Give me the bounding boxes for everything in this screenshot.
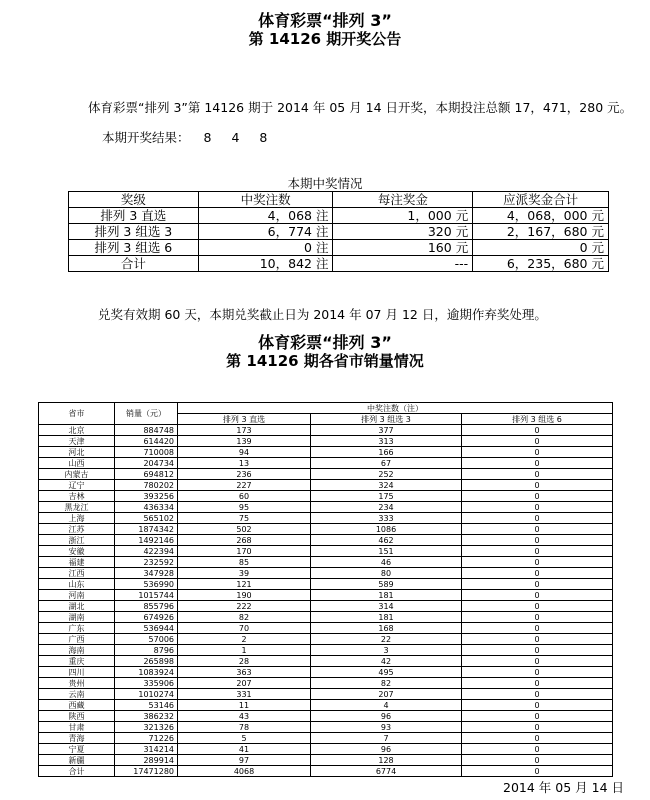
group6-count-cell: 0 [462, 722, 613, 733]
prize-table-caption: 本期中奖情况 [287, 176, 363, 191]
province-cell: 广东 [39, 623, 115, 634]
sales-row [39, 524, 613, 535]
group6-count-cell: 0 [462, 612, 613, 623]
group3-count-cell: 82 [311, 678, 462, 689]
sales-row [39, 711, 613, 722]
sales-row [39, 557, 613, 568]
sales-cell: 314214 [115, 744, 178, 755]
header-prize-level: 奖级 [69, 192, 199, 208]
group3-count-cell: 22 [311, 634, 462, 645]
sales-row [39, 546, 613, 557]
direct-count-cell: 43 [178, 711, 311, 722]
winning-count: 10，842 注 [198, 256, 333, 272]
sales-row [39, 436, 613, 447]
group6-count-cell: 0 [462, 667, 613, 678]
direct-count-cell: 502 [178, 524, 311, 535]
sales-row [39, 568, 613, 579]
group6-count-cell: 0 [462, 447, 613, 458]
sales-cell: 335906 [115, 678, 178, 689]
prize-level: 排列 3 直选 [69, 208, 199, 224]
group3-count-cell: 462 [311, 535, 462, 546]
province-cell: 合计 [39, 766, 115, 777]
province-cell: 宁夏 [39, 744, 115, 755]
group3-count-cell: 4 [311, 700, 462, 711]
direct-count-cell: 85 [178, 557, 311, 568]
prize-table [68, 191, 609, 272]
group6-count-cell: 0 [462, 535, 613, 546]
group3-count-cell: 42 [311, 656, 462, 667]
sales-cell: 614420 [115, 436, 178, 447]
province-cell: 北京 [39, 425, 115, 436]
group6-count-cell: 0 [462, 656, 613, 667]
direct-count-cell: 39 [178, 568, 311, 579]
sales-cell: 710008 [115, 447, 178, 458]
direct-count-cell: 268 [178, 535, 311, 546]
draw-results [102, 128, 275, 146]
prize-level: 排列 3 组选 3 [69, 224, 199, 240]
sales-row [39, 469, 613, 480]
sales-cell: 1492146 [115, 535, 178, 546]
prize-row [69, 224, 609, 240]
prize-row [69, 208, 609, 224]
prize-row [69, 240, 609, 256]
total-payout: 6，235，680 元 [473, 256, 609, 272]
direct-count-cell: 236 [178, 469, 311, 480]
header-province: 省市 [39, 403, 115, 425]
prize-per-bet: 160 元 [333, 240, 473, 256]
sales-row [39, 535, 613, 546]
direct-count-cell: 222 [178, 601, 311, 612]
direct-count-cell: 2 [178, 634, 311, 645]
sales-row [39, 634, 613, 645]
sales-row [39, 733, 613, 744]
sales-cell: 8796 [115, 645, 178, 656]
direct-count-cell: 170 [178, 546, 311, 557]
province-cell: 海南 [39, 645, 115, 656]
group6-count-cell: 0 [462, 766, 613, 777]
group3-count-cell: 80 [311, 568, 462, 579]
direct-count-cell: 4068 [178, 766, 311, 777]
group3-count-cell: 93 [311, 722, 462, 733]
header-group3: 排列 3 组选 3 [311, 414, 462, 425]
group3-count-cell: 377 [311, 425, 462, 436]
header-direct: 排列 3 直选 [178, 414, 311, 425]
direct-count-cell: 60 [178, 491, 311, 502]
sales-row [39, 447, 613, 458]
prize-per-bet: --- [333, 256, 473, 272]
group3-count-cell: 46 [311, 557, 462, 568]
province-cell: 山西 [39, 458, 115, 469]
province-cell: 浙江 [39, 535, 115, 546]
province-cell: 安徽 [39, 546, 115, 557]
total-payout: 4，068，000 元 [473, 208, 609, 224]
sales-cell: 780202 [115, 480, 178, 491]
group3-count-cell: 7 [311, 733, 462, 744]
province-cell: 河北 [39, 447, 115, 458]
direct-count-cell: 75 [178, 513, 311, 524]
group3-count-cell: 181 [311, 590, 462, 601]
province-cell: 四川 [39, 667, 115, 678]
sales-row [39, 700, 613, 711]
sales-cell: 1874342 [115, 524, 178, 535]
sales-row [39, 667, 613, 678]
prize-per-bet: 1，000 元 [333, 208, 473, 224]
direct-count-cell: 5 [178, 733, 311, 744]
total-payout: 2，167，680 元 [473, 224, 609, 240]
group6-count-cell: 0 [462, 590, 613, 601]
province-cell: 重庆 [39, 656, 115, 667]
redemption-notice: 兑奖有效期 60 天，本期兑奖截止日为 2014 年 07 月 12 日，逾期作弃奖处理。 [98, 307, 547, 322]
sales-cell: 436334 [115, 502, 178, 513]
group3-count-cell: 1086 [311, 524, 462, 535]
province-cell: 内蒙古 [39, 469, 115, 480]
sales-row [39, 678, 613, 689]
group6-count-cell: 0 [462, 546, 613, 557]
group3-count-cell: 67 [311, 458, 462, 469]
sales-section-subtitle: 第 14126 期各省市销量情况 [226, 352, 424, 370]
province-cell: 河南 [39, 590, 115, 601]
province-cell: 湖北 [39, 601, 115, 612]
sales-row [39, 601, 613, 612]
group6-count-cell: 0 [462, 513, 613, 524]
group6-count-cell: 0 [462, 502, 613, 513]
sales-row [39, 480, 613, 491]
total-payout: 0 元 [473, 240, 609, 256]
announcement-title: 体育彩票“排列 3” [258, 11, 392, 30]
group3-count-cell: 128 [311, 755, 462, 766]
prize-total-row [69, 256, 609, 272]
province-cell: 青海 [39, 733, 115, 744]
sales-cell: 884748 [115, 425, 178, 436]
header-total-payout: 应派奖金合计 [473, 192, 609, 208]
group6-count-cell: 0 [462, 491, 613, 502]
group3-count-cell: 324 [311, 480, 462, 491]
group6-count-cell: 0 [462, 623, 613, 634]
direct-count-cell: 70 [178, 623, 311, 634]
sales-row [39, 491, 613, 502]
direct-count-cell: 28 [178, 656, 311, 667]
header-winning-count: 中奖注数 [198, 192, 333, 208]
sales-cell: 386232 [115, 711, 178, 722]
direct-count-cell: 207 [178, 678, 311, 689]
province-cell: 天津 [39, 436, 115, 447]
direct-count-cell: 190 [178, 590, 311, 601]
group6-count-cell: 0 [462, 579, 613, 590]
direct-count-cell: 94 [178, 447, 311, 458]
group6-count-cell: 0 [462, 480, 613, 491]
sales-row [39, 656, 613, 667]
header-prize-per-bet: 每注奖金 [333, 192, 473, 208]
direct-count-cell: 121 [178, 579, 311, 590]
group3-count-cell: 313 [311, 436, 462, 447]
sales-header-row-1 [39, 403, 613, 414]
group3-count-cell: 3 [311, 645, 462, 656]
group3-count-cell: 168 [311, 623, 462, 634]
sales-row [39, 744, 613, 755]
header-winning-group: 中奖注数（注） [178, 403, 613, 414]
province-cell: 辽宁 [39, 480, 115, 491]
sales-row [39, 623, 613, 634]
draw-summary: 体育彩票“排列 3”第 14126 期于 2014 年 05 月 14 日开奖，本期投注总额 17，471，280 元。 [88, 100, 633, 115]
group3-count-cell: 181 [311, 612, 462, 623]
province-cell: 上海 [39, 513, 115, 524]
winning-count: 6，774 注 [198, 224, 333, 240]
group6-count-cell: 0 [462, 678, 613, 689]
sales-row [39, 502, 613, 513]
direct-count-cell: 227 [178, 480, 311, 491]
province-cell: 江西 [39, 568, 115, 579]
group6-count-cell: 0 [462, 425, 613, 436]
sales-cell: 674926 [115, 612, 178, 623]
sales-cell: 17471280 [115, 766, 178, 777]
sales-cell: 855796 [115, 601, 178, 612]
group6-count-cell: 0 [462, 458, 613, 469]
province-cell: 山东 [39, 579, 115, 590]
prize-level: 合计 [69, 256, 199, 272]
province-cell: 西藏 [39, 700, 115, 711]
sales-cell: 536990 [115, 579, 178, 590]
sales-cell: 422394 [115, 546, 178, 557]
province-cell: 云南 [39, 689, 115, 700]
sales-cell: 204734 [115, 458, 178, 469]
group3-count-cell: 234 [311, 502, 462, 513]
group6-count-cell: 0 [462, 744, 613, 755]
sales-cell: 1083924 [115, 667, 178, 678]
direct-count-cell: 11 [178, 700, 311, 711]
direct-count-cell: 41 [178, 744, 311, 755]
sales-row [39, 689, 613, 700]
sales-cell: 53146 [115, 700, 178, 711]
sales-row [39, 722, 613, 733]
group3-count-cell: 96 [311, 711, 462, 722]
header-group6: 排列 3 组选 6 [462, 414, 613, 425]
group3-count-cell: 175 [311, 491, 462, 502]
sales-cell: 536944 [115, 623, 178, 634]
direct-count-cell: 331 [178, 689, 311, 700]
group3-count-cell: 495 [311, 667, 462, 678]
sales-cell: 1015744 [115, 590, 178, 601]
sales-cell: 71226 [115, 733, 178, 744]
announcement-subtitle: 第 14126 期开奖公告 [248, 30, 402, 48]
direct-count-cell: 363 [178, 667, 311, 678]
sales-row [39, 612, 613, 623]
group3-count-cell: 6774 [311, 766, 462, 777]
sales-row [39, 425, 613, 436]
direct-count-cell: 97 [178, 755, 311, 766]
province-cell: 吉林 [39, 491, 115, 502]
group6-count-cell: 0 [462, 645, 613, 656]
group3-count-cell: 151 [311, 546, 462, 557]
direct-count-cell: 13 [178, 458, 311, 469]
winning-count: 0 注 [198, 240, 333, 256]
province-cell: 江苏 [39, 524, 115, 535]
direct-count-cell: 95 [178, 502, 311, 513]
direct-count-cell: 78 [178, 722, 311, 733]
announcement-date: 2014 年 05 月 14 日 [503, 780, 624, 795]
group6-count-cell: 0 [462, 755, 613, 766]
group6-count-cell: 0 [462, 568, 613, 579]
group6-count-cell: 0 [462, 689, 613, 700]
group6-count-cell: 0 [462, 711, 613, 722]
sales-total-row [39, 766, 613, 777]
province-cell: 甘肃 [39, 722, 115, 733]
sales-row [39, 645, 613, 656]
group3-count-cell: 207 [311, 689, 462, 700]
group6-count-cell: 0 [462, 700, 613, 711]
direct-count-cell: 82 [178, 612, 311, 623]
group3-count-cell: 333 [311, 513, 462, 524]
group3-count-cell: 96 [311, 744, 462, 755]
province-cell: 湖南 [39, 612, 115, 623]
sales-cell: 57006 [115, 634, 178, 645]
sales-row [39, 513, 613, 524]
prize-table-header [69, 192, 609, 208]
sales-cell: 265898 [115, 656, 178, 667]
province-cell: 福建 [39, 557, 115, 568]
sales-row [39, 755, 613, 766]
province-cell: 广西 [39, 634, 115, 645]
province-cell: 新疆 [39, 755, 115, 766]
direct-count-cell: 1 [178, 645, 311, 656]
province-cell: 陕西 [39, 711, 115, 722]
sales-row [39, 579, 613, 590]
group3-count-cell: 589 [311, 579, 462, 590]
sales-cell: 321326 [115, 722, 178, 733]
direct-count-cell: 139 [178, 436, 311, 447]
group6-count-cell: 0 [462, 436, 613, 447]
group3-count-cell: 252 [311, 469, 462, 480]
group6-count-cell: 0 [462, 601, 613, 612]
sales-cell: 347928 [115, 568, 178, 579]
sales-cell: 289914 [115, 755, 178, 766]
group6-count-cell: 0 [462, 634, 613, 645]
prize-per-bet: 320 元 [333, 224, 473, 240]
sales-cell: 1010274 [115, 689, 178, 700]
group6-count-cell: 0 [462, 524, 613, 535]
winning-count: 4，068 注 [198, 208, 333, 224]
group3-count-cell: 314 [311, 601, 462, 612]
prize-level: 排列 3 组选 6 [69, 240, 199, 256]
province-cell: 贵州 [39, 678, 115, 689]
group6-count-cell: 0 [462, 469, 613, 480]
header-sales: 销量（元） [115, 403, 178, 425]
group3-count-cell: 166 [311, 447, 462, 458]
draw-results-label: 本期开奖结果： [102, 130, 190, 145]
group6-count-cell: 0 [462, 733, 613, 744]
sales-table [38, 402, 613, 777]
sales-cell: 694812 [115, 469, 178, 480]
sales-section-title: 体育彩票“排列 3” [258, 333, 392, 352]
sales-cell: 565102 [115, 513, 178, 524]
winning-numbers: 8 4 8 [203, 130, 276, 145]
group6-count-cell: 0 [462, 557, 613, 568]
sales-row [39, 590, 613, 601]
direct-count-cell: 173 [178, 425, 311, 436]
sales-cell: 393256 [115, 491, 178, 502]
province-cell: 黑龙江 [39, 502, 115, 513]
sales-cell: 232592 [115, 557, 178, 568]
sales-row [39, 458, 613, 469]
